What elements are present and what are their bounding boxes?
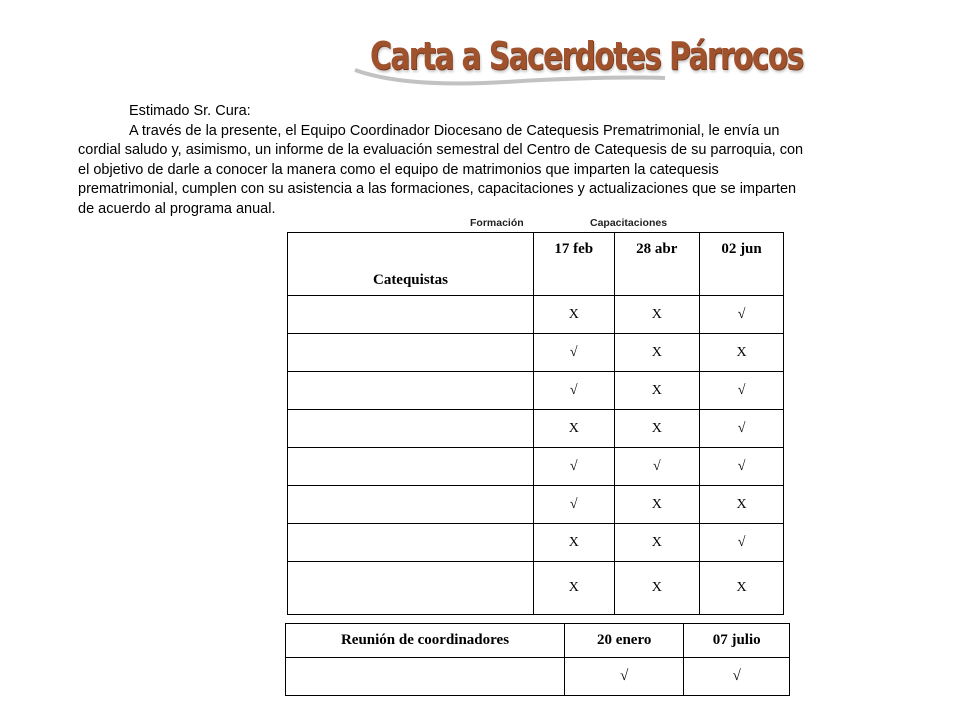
attendance-cell: X [534,524,615,562]
attendance-cell: √ [534,486,615,524]
attendance-cell: √ [700,524,784,562]
attendance-cell: √ [565,658,684,696]
attendance-cell: √ [700,372,784,410]
attendance-cell: √ [700,410,784,448]
catequista-name-cell [288,524,534,562]
catequista-name-cell [288,410,534,448]
catequista-name-cell [288,334,534,372]
attendance-cell: √ [684,658,790,696]
letter-line-2: cordial saludo y, asimismo, un informe de la evaluación semestral del Centro de Catequesis de su parroquia, con [78,142,804,158]
attendance-cell: √ [700,448,784,486]
attendance-cell: X [614,486,700,524]
capacitaciones-label: Capacitaciones [590,217,668,229]
table-row [286,658,790,696]
catequista-name-cell [288,562,534,615]
catequista-name-cell [288,372,534,410]
table-row [288,486,784,524]
formacion-label: Formación [470,217,524,229]
attendance-cell: X [534,296,615,334]
attendance-cell: X [614,524,700,562]
catequista-name-cell [288,448,534,486]
header-date-enero: 20 enero [565,624,684,658]
coordinators-table [285,623,790,696]
table-row [288,562,784,615]
attendance-table [287,232,784,615]
letter-line-1: A través de la presente, el Equipo Coordinador Diocesano de Catequesis Prematrimonial, le envía un [129,122,780,139]
coordinators-header-row [286,624,790,658]
catequista-name-cell [288,296,534,334]
letter-line-5: de acuerdo al programa anual. [78,200,276,217]
header-reunion-coordinadores: Reunión de coordinadores [286,624,565,658]
attendance-cell: √ [614,448,700,486]
letter-line-4: prematrimonial, cumplen con su asistencia a las formaciones, capacitaciones y actualizaciones que se imparten [78,181,797,197]
header-date-julio: 07 julio [684,624,790,658]
attendance-cell: X [700,334,784,372]
table-row [288,524,784,562]
table-row [288,410,784,448]
page-title: Carta a Sacerdotes Párrocos [370,34,803,78]
header-date-2: 28 abr [614,233,700,296]
attendance-cell: X [614,562,700,615]
attendance-cell: X [534,410,615,448]
coordinator-name-cell [286,658,565,696]
attendance-cell: X [700,562,784,615]
table-row [288,448,784,486]
attendance-header-row [288,233,784,296]
attendance-cell: √ [534,334,615,372]
attendance-cell: X [614,296,700,334]
attendance-cell: X [534,562,615,615]
letter-salutation: Estimado Sr. Cura: [129,103,251,119]
attendance-cell: √ [700,296,784,334]
attendance-cell: X [614,372,700,410]
table-row [288,296,784,334]
catequista-name-cell [288,486,534,524]
header-date-3: 02 jun [700,233,784,296]
attendance-cell: √ [534,372,615,410]
attendance-cell: √ [534,448,615,486]
attendance-cell: X [700,486,784,524]
letter-body [78,102,878,219]
attendance-cell: X [614,410,700,448]
header-catequistas: Catequistas [288,233,534,296]
header-date-1: 17 feb [534,233,615,296]
table-row [288,372,784,410]
table-row [288,334,784,372]
attendance-cell: X [614,334,700,372]
letter-line-3: el objetivo de darle a conocer la manera como el equipo de matrimonios que imparten la catequesis [78,161,719,178]
